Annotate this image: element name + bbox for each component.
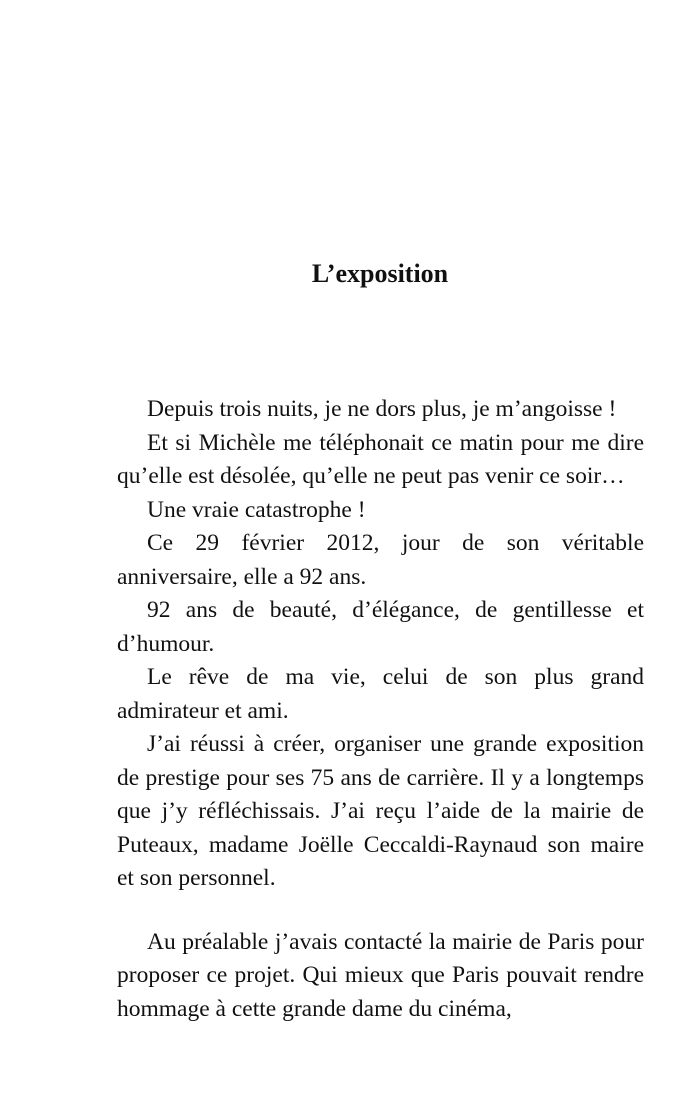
paragraph: Le rêve de ma vie, celui de son plus grand admirateur et ami. bbox=[117, 664, 644, 724]
paragraph: Ce 29 février 2012, jour de son véritable anniversaire, elle a 92 ans. bbox=[117, 530, 644, 590]
paragraph: 92 ans de beauté, d’élégance, de gentillesse et d’humour. bbox=[117, 597, 644, 657]
paragraph: J’ai réussi à créer, organiser une grande exposition de prestige pour ses 75 ans de carrière. Il y a longtemps que j’y réfléchissais. J’ai reçu l’aide de la mairie de Puteaux, madame Joëlle Ceccaldi-Raynaud son maire et son personnel. bbox=[117, 731, 644, 891]
paragraph: Et si Michèle me téléphonait ce matin pour me dire qu’elle est désolée, qu’elle ne peut pas venir ce soir… bbox=[117, 429, 644, 489]
paragraph: Au préalable j’avais contacté la mairie de Paris pour proposer ce projet. Qui mieux que Paris pouvait rendre hommage à cette grande dame du cinéma, bbox=[117, 928, 644, 1022]
chapter-title: L’exposition bbox=[311, 259, 449, 288]
paragraph: Une vraie catastrophe ! bbox=[147, 496, 366, 523]
chapter-body bbox=[117, 393, 644, 1026]
paragraph: Depuis trois nuits, je ne dors plus, je m’angoisse ! bbox=[147, 396, 617, 422]
